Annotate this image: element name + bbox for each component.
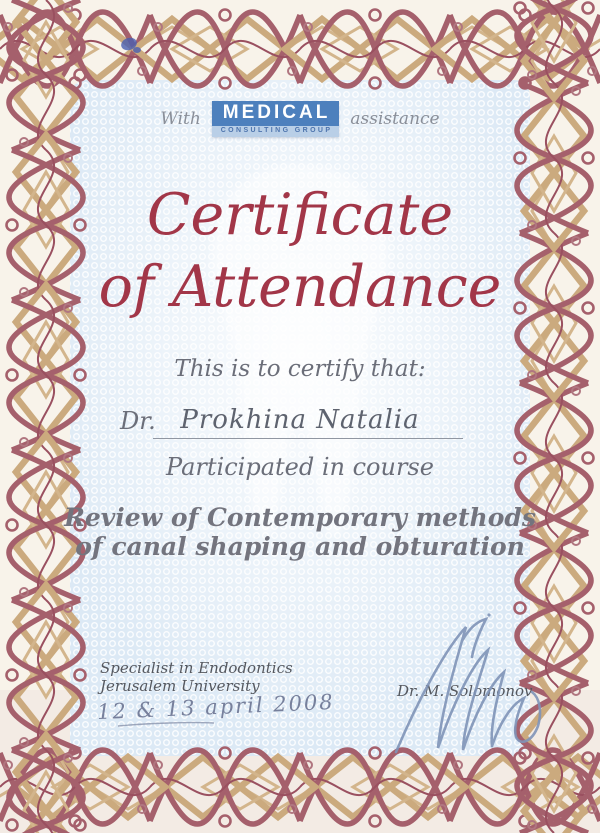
issuer-university: Jerusalem University	[100, 676, 260, 695]
course-title-line1: Review of Contemporary methods	[64, 503, 536, 532]
signer-name: Dr. M. Solomonov	[397, 682, 533, 700]
logo-assistance-text: assistance	[350, 109, 440, 129]
logo-subtitle-text: CONSULTING GROUP	[212, 126, 340, 137]
certificate-title-line2: of Attendance	[98, 254, 502, 320]
recipient-name: Prokhina Natalia	[180, 405, 420, 435]
course-title	[0, 503, 600, 561]
certify-text: This is to certify that:	[174, 356, 426, 382]
logo-row	[0, 101, 600, 137]
logo-with-text: With	[160, 109, 201, 129]
logo-brand-text: MEDICAL	[212, 101, 340, 126]
dr-prefix: Dr.	[120, 407, 156, 435]
handwritten-date: 12 & 13 april 2008	[96, 689, 336, 725]
issuer-block	[100, 660, 293, 695]
name-underline	[153, 438, 463, 439]
course-title-line2: of canal shaping and obturation	[75, 532, 525, 561]
issuer-specialty: Specialist in Endodontics	[100, 659, 293, 677]
medical-consulting-logo	[212, 101, 340, 137]
certificate-title-line1: Certificate	[146, 182, 454, 248]
participated-text: Participated in course	[166, 453, 434, 481]
